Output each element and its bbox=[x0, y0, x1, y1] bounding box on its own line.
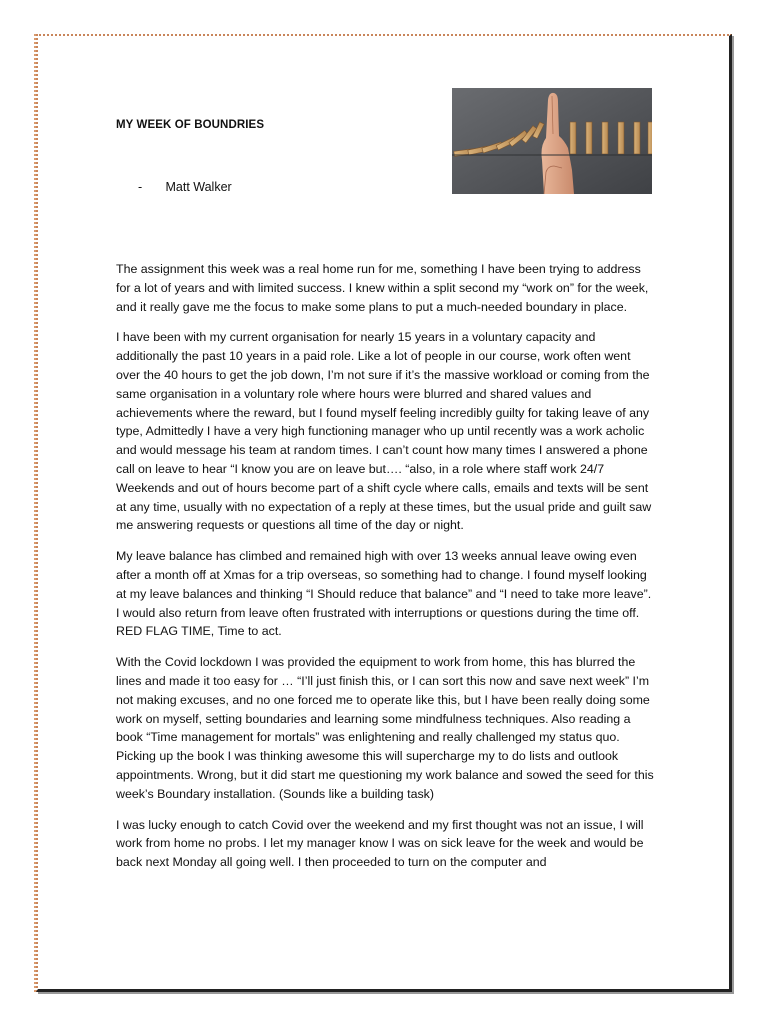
author-name: Matt Walker bbox=[165, 180, 232, 194]
document-title: MY WEEK OF BOUNDRIES bbox=[116, 119, 265, 131]
domino-hand-photo-icon bbox=[452, 88, 652, 194]
author-line bbox=[138, 180, 232, 194]
author-dash: - bbox=[138, 180, 143, 194]
paragraph-5: I was lucky enough to catch Covid over the weekend and my first thought was not an issue, I will work from home no probs. I let my manager know I was on sick leave for the week and would be back next Monday all going well. I then proceeded to turn on the computer and bbox=[116, 817, 644, 870]
paragraph-1: The assignment this week was a real home run for me, something I have been trying to address for a lot of years and with limited success. I knew within a split second my “work on” for the week, and it really gave me the focus to make some plans to put a much-needed boundary in place. bbox=[116, 262, 649, 314]
paragraph-3: My leave balance has climbed and remained high with over 13 weeks annual leave owing even after a month off at Xmas for a trip overseas, so something had to change. I found myself looking at my leave balances and thinking “I Should reduce that balance” and “I need to take more leave”. I would also return from leave often frustrated with interruptions or questions during the time off. RED FLAG TIME, Time to act. bbox=[116, 549, 652, 639]
paragraph-2: I have been with my current organisation for nearly 15 years in a voluntary capacity and additionally the past 10 years in a paid role. Like a lot of people in our course, work often went over the 40 hours to get the job down, I’m not sure if it’s the massive workload or coming from the same organisation in a voluntary role where hours were blurred and shared values and achievements where the reward, but I found myself feeling incredibly guilty for taking leave of any type, Admittedly I have a very high functioning manager who up until recently was a work acholic and would message his team at random times. I can’t count how many times I answered a phone call on leave to hear “I know you are on leave but…. “also, in a role where staff work 24/7 Weekends and out of hours become part of a shift cycle where calls, emails and texts will be sent at any time, usually with no expectation of a reply at these times, but the usual pride and guilt saw me answering requests or questions all time of the day or night. bbox=[116, 330, 652, 533]
paragraph-4: With the Covid lockdown I was provided the equipment to work from home, this has blurred the lines and made it too easy for … “I’ll just finish this, or I can sort this now and save next week” I’m not making excuses, and no one forced me to operate like this, but I have been really doing some work on myself, setting boundaries and learning some mindfulness techniques. Also reading a book “Time management for mortals” was enlightening and really challenged my status quo. Picking up the book I was thinking awesome this will supercharge my to do lists and outlook appointments. Wrong, but it did start me questioning my work balance and sowed the seed for this week’s Boundary installation. (Sounds like a building task) bbox=[116, 655, 654, 801]
domino-photo-svg bbox=[452, 88, 652, 194]
document-body bbox=[116, 260, 656, 884]
